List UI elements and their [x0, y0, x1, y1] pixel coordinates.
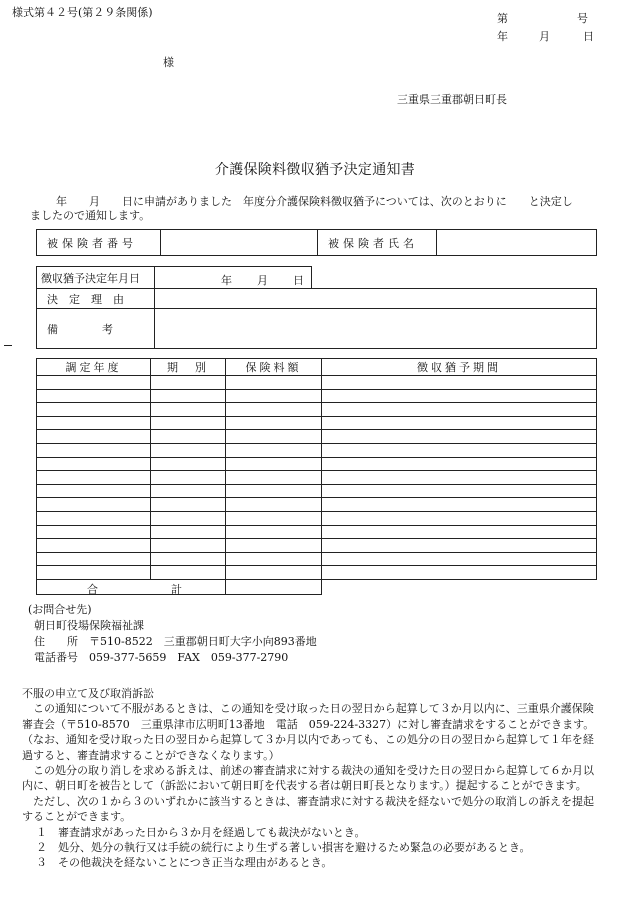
fiscal-year-cell[interactable] [37, 389, 151, 403]
schedule-row [37, 539, 597, 553]
fiscal-year-cell[interactable] [37, 457, 151, 471]
schedule-row [37, 566, 597, 580]
fiscal-year-cell[interactable] [37, 539, 151, 553]
header-premium: 保険料額 [226, 359, 322, 376]
premium-cell[interactable] [226, 403, 322, 417]
period-cell[interactable] [151, 430, 226, 444]
total-blank [322, 579, 597, 594]
issue-date-year: 年 [497, 30, 508, 43]
decision-date-blank [312, 267, 597, 289]
appeal-notice [22, 686, 604, 871]
deferral-period-cell[interactable] [322, 484, 597, 498]
notice-item-3: ３ その他裁決を経ないことにつき正当な理由があるとき。 [36, 856, 333, 870]
document-title: 介護保険料徴収猶予決定通知書 [214, 162, 416, 178]
insured-name-label: 被保険者氏名 [318, 230, 437, 256]
premium-cell[interactable] [226, 498, 322, 512]
premium-cell[interactable] [226, 376, 322, 390]
deferral-period-cell[interactable] [322, 403, 597, 417]
deferral-period-cell[interactable] [322, 457, 597, 471]
header-deferral-period: 徴収猶予期間 [322, 359, 597, 376]
issue-date-day: 日 [583, 30, 594, 43]
contact-fax-label: FAX [177, 651, 200, 664]
period-cell[interactable] [151, 566, 226, 580]
total-label-2: 計 [171, 582, 182, 596]
deferral-period-cell[interactable] [322, 552, 597, 566]
deferral-period-cell[interactable] [322, 539, 597, 553]
period-cell[interactable] [151, 511, 226, 525]
fiscal-year-cell[interactable] [37, 443, 151, 457]
intro-text [30, 195, 605, 223]
contact-address: 〒510-8522 三重郡朝日町大字小向893番地 [89, 635, 317, 648]
decision-reason-label: 決 定 理 由 [37, 289, 155, 309]
period-cell[interactable] [151, 457, 226, 471]
total-amount-field[interactable] [226, 579, 322, 594]
decision-date-month: 月 [257, 274, 268, 287]
fiscal-year-cell[interactable] [37, 430, 151, 444]
deferral-period-cell[interactable] [322, 443, 597, 457]
fiscal-year-cell[interactable] [37, 552, 151, 566]
insured-number-label: 被保険者番号 [37, 230, 161, 256]
deferral-period-cell[interactable] [322, 389, 597, 403]
decision-table [36, 266, 597, 349]
fiscal-year-cell[interactable] [37, 484, 151, 498]
schedule-row [37, 403, 597, 417]
document-number-suffix: 号 [577, 12, 588, 25]
total-label-cell [37, 579, 226, 594]
contact-department: 朝日町役場保険福祉課 [34, 619, 144, 632]
deferral-period-cell[interactable] [322, 511, 597, 525]
schedule-row [37, 498, 597, 512]
issuer: 三重県三重郡朝日町長 [397, 93, 507, 106]
schedule-row [37, 376, 597, 390]
period-cell[interactable] [151, 389, 226, 403]
fiscal-year-cell[interactable] [37, 416, 151, 430]
fiscal-year-cell[interactable] [37, 471, 151, 485]
premium-cell[interactable] [226, 552, 322, 566]
schedule-row [37, 511, 597, 525]
premium-cell[interactable] [226, 471, 322, 485]
period-cell[interactable] [151, 552, 226, 566]
schedule-row [37, 525, 597, 539]
fiscal-year-cell[interactable] [37, 525, 151, 539]
remarks-label: 備 考 [37, 309, 155, 349]
decision-date-year: 年 [221, 274, 232, 287]
schedule-row [37, 484, 597, 498]
deferral-period-cell[interactable] [322, 498, 597, 512]
deferral-period-cell[interactable] [322, 416, 597, 430]
schedule-row [37, 457, 597, 471]
premium-cell[interactable] [226, 525, 322, 539]
notice-item-2: ２ 処分、処分の執行又は手続の続行により生ずる著しい損害を避けるため緊急の必要があるとき。 [36, 841, 531, 855]
notice-paragraph-2: この処分の取り消しを求める訴えは、前述の審査請求に対する裁決の通知を受けた日の翌日から起算して６か月以内に、朝日町を被告として（訴訟において朝日町を代表する者は朝日町長となります。）提起することができます。 [22, 764, 594, 793]
remarks-field[interactable] [155, 309, 597, 349]
premium-cell[interactable] [226, 416, 322, 430]
insured-number-field[interactable] [161, 230, 318, 256]
period-cell[interactable] [151, 376, 226, 390]
insured-table [36, 229, 597, 256]
intro-line-2: ましたので通知します。 [30, 209, 151, 222]
period-cell[interactable] [151, 539, 226, 553]
deferral-period-cell[interactable] [322, 471, 597, 485]
schedule-table [36, 358, 597, 595]
decision-reason-field[interactable] [155, 289, 597, 309]
period-cell[interactable] [151, 471, 226, 485]
period-cell[interactable] [151, 525, 226, 539]
deferral-period-cell[interactable] [322, 430, 597, 444]
decision-date-day: 日 [293, 274, 304, 287]
period-cell[interactable] [151, 498, 226, 512]
form-number: 様式第４２号(第２９条関係) [12, 6, 153, 19]
contact-fax: 059-377-2790 [210, 651, 289, 664]
contact-block [28, 602, 317, 666]
header-period: 期 別 [151, 359, 226, 376]
premium-cell[interactable] [226, 443, 322, 457]
period-cell[interactable] [151, 416, 226, 430]
premium-cell[interactable] [226, 457, 322, 471]
fiscal-year-cell[interactable] [37, 376, 151, 390]
notice-paragraph-3: ただし、次の１から３のいずれかに該当するときは、審査請求に対する裁決を経ないで処分の取消しの訴えを提起することができます。 [22, 794, 594, 824]
schedule-row [37, 430, 597, 444]
fiscal-year-cell[interactable] [37, 511, 151, 525]
premium-cell[interactable] [226, 511, 322, 525]
addressee: 様 [163, 56, 174, 69]
premium-cell[interactable] [226, 566, 322, 580]
fiscal-year-cell[interactable] [37, 403, 151, 417]
premium-cell[interactable] [226, 539, 322, 553]
decision-date-label: 徴収猶予決定年月日 [37, 267, 155, 289]
notice-paragraph-1: この通知について不服があるときは、この通知を受け取った日の翌日から起算して３か月以内に、三重県介護保険審査会（〒510-8570 三重県津市広明町13番地 電話 059-224-3327）に対し審査請求をすることができます。（なお、通知を受け取った日の翌日から起算して３か月以内であっても、この処分の日の翌日から起算して１年を経過すると、審査請求することができなくなります。） [22, 702, 595, 762]
period-cell[interactable] [151, 443, 226, 457]
intro-line-1: 年 月 日に申請がありました 年度分介護保険料徴収猶予については、次のとおりに と決定し [56, 195, 573, 208]
total-label-1: 合 [87, 582, 98, 596]
margin-mark [4, 345, 12, 346]
contact-address-row [28, 634, 317, 650]
header-fiscal-year: 調定年度 [37, 359, 151, 376]
decision-date-field[interactable] [155, 267, 312, 289]
deferral-period-cell[interactable] [322, 566, 597, 580]
contact-phone-label: 電話番号 [34, 651, 78, 664]
document-number-prefix: 第 [497, 12, 508, 25]
premium-cell[interactable] [226, 430, 322, 444]
schedule-row [37, 471, 597, 485]
contact-phone: 059-377-5659 [89, 651, 167, 664]
deferral-period-cell[interactable] [322, 376, 597, 390]
contact-heading: (お問合せ先) [28, 603, 92, 616]
schedule-row [37, 389, 597, 403]
premium-cell[interactable] [226, 484, 322, 498]
deferral-period-cell[interactable] [322, 525, 597, 539]
schedule-row [37, 552, 597, 566]
fiscal-year-cell[interactable] [37, 498, 151, 512]
schedule-row [37, 416, 597, 430]
notice-heading: 不服の申立て及び取消訴訟 [22, 687, 154, 700]
insured-name-field[interactable] [437, 230, 597, 256]
premium-cell[interactable] [226, 389, 322, 403]
issue-date-month: 月 [539, 30, 550, 43]
contact-phone-row [28, 650, 317, 666]
contact-address-label: 住 所 [34, 635, 78, 648]
fiscal-year-cell[interactable] [37, 566, 151, 580]
period-cell[interactable] [151, 403, 226, 417]
schedule-row [37, 443, 597, 457]
period-cell[interactable] [151, 484, 226, 498]
notice-item-1: １ 審査請求があった日から３か月を経過しても裁決がないとき。 [36, 825, 366, 839]
